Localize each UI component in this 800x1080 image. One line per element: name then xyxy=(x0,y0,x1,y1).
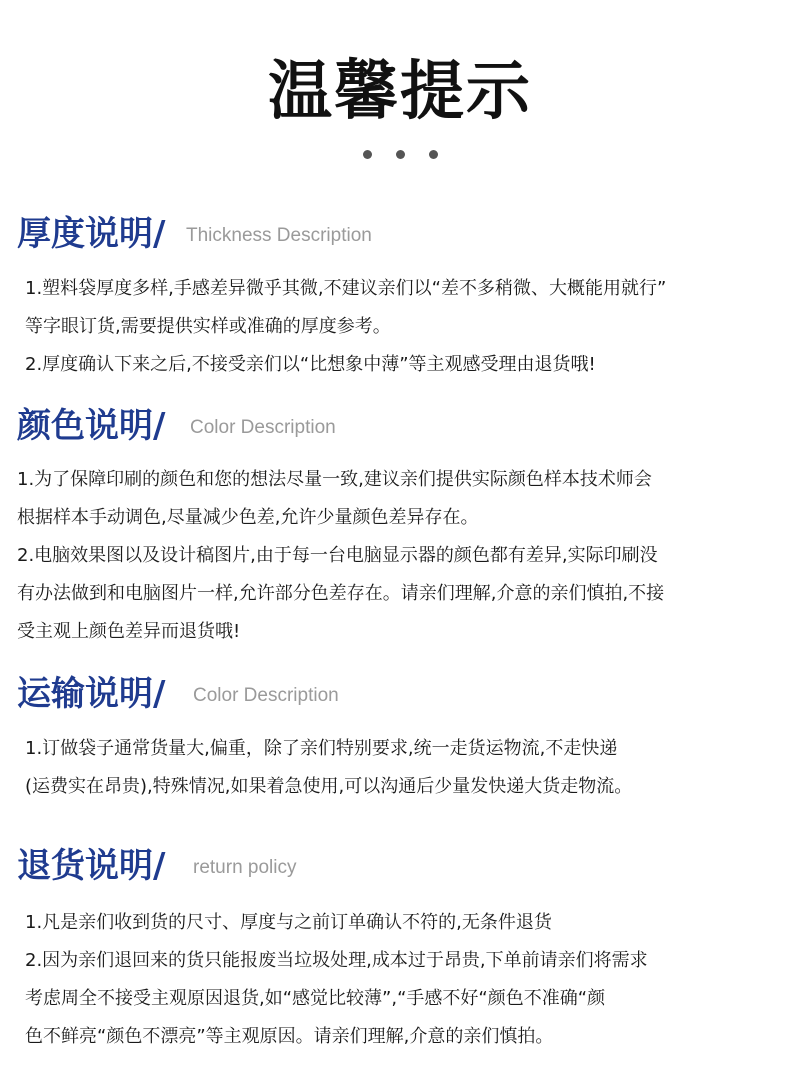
section-header xyxy=(0,840,800,892)
page-title: 温馨提示 xyxy=(268,55,532,129)
section-body xyxy=(25,904,800,1056)
section-line: 受主观上颜色差异而退货哦! xyxy=(17,621,241,642)
section-line: 1.塑料袋厚度多样,手感差异微乎其微,不建议亲们以“差不多稍微、大概能用就行” xyxy=(25,278,667,299)
section-thickness xyxy=(0,208,800,374)
section-title-slash: / xyxy=(153,406,166,446)
section-line: 色不鲜亮“颜色不漂亮”等主观原因。请亲们理解,介意的亲们慎拍。 xyxy=(25,1026,554,1047)
section-title xyxy=(17,840,165,892)
section-subtitle: Color Description xyxy=(193,685,339,706)
section-line: 2.因为亲们退回来的货只能报废当垃圾处理,成本过于昂贵,下单前请亲们将需求 xyxy=(25,950,648,971)
section-title-slash: / xyxy=(153,846,166,886)
section-line: 等字眼订货,需要提供实样或准确的厚度参考。 xyxy=(25,316,391,337)
section-line: 考虑周全不接受主观原因退货,如“感觉比较薄”,“手感不好“颜色不准确“颜 xyxy=(25,988,606,1009)
divider-dot xyxy=(396,150,405,159)
section-line: 2.厚度确认下来之后,不接受亲们以“比想象中薄”等主观感受理由退货哦! xyxy=(25,354,596,375)
title-divider-dots xyxy=(0,150,800,159)
divider-dot xyxy=(363,150,372,159)
section-line: 有办法做到和电脑图片一样,允许部分色差存在。请亲们理解,介意的亲们慎拍,不接 xyxy=(17,583,665,604)
section-line: (运费实在昂贵),特殊情况,如果着急使用,可以沟通后少量发快递大货走物流。 xyxy=(25,776,633,797)
section-body xyxy=(25,270,800,384)
section-line: 2.电脑效果图以及设计稿图片,由于每一台电脑显示器的颜色都有差异,实际印刷没 xyxy=(17,545,658,566)
section-header xyxy=(0,400,800,452)
section-shipping xyxy=(0,668,800,796)
section-header xyxy=(0,208,800,260)
divider-dot xyxy=(429,150,438,159)
section-title-slash: / xyxy=(153,214,166,254)
section-line: 1.为了保障印刷的颜色和您的想法尽量一致,建议亲们提供实际颜色样本技术师会 xyxy=(17,469,652,490)
section-color xyxy=(0,400,800,642)
section-title xyxy=(17,400,165,452)
section-title xyxy=(17,208,165,260)
section-body xyxy=(17,461,800,651)
section-line: 1.凡是亲们收到货的尺寸、厚度与之前订单确认不符的,无条件退货 xyxy=(25,912,552,933)
section-subtitle: Color Description xyxy=(190,417,336,438)
section-title-slash: / xyxy=(153,674,166,714)
section-subtitle: return policy xyxy=(193,857,297,878)
section-title xyxy=(17,668,165,720)
section-title-text: 退货说明 xyxy=(17,846,153,886)
section-returns xyxy=(0,840,800,1047)
section-title-text: 颜色说明 xyxy=(17,406,153,446)
section-line: 根据样本手动调色,尽量减少色差,允许少量颜色差异存在。 xyxy=(17,507,479,528)
section-line: 1.订做袋子通常货量大,偏重，除了亲们特别要求,统一走货运物流,不走快递 xyxy=(25,738,618,759)
section-title-text: 运输说明 xyxy=(17,674,153,714)
section-body xyxy=(25,730,800,806)
section-title-text: 厚度说明 xyxy=(17,214,153,254)
section-subtitle: Thickness Description xyxy=(186,225,372,246)
section-header xyxy=(0,668,800,720)
